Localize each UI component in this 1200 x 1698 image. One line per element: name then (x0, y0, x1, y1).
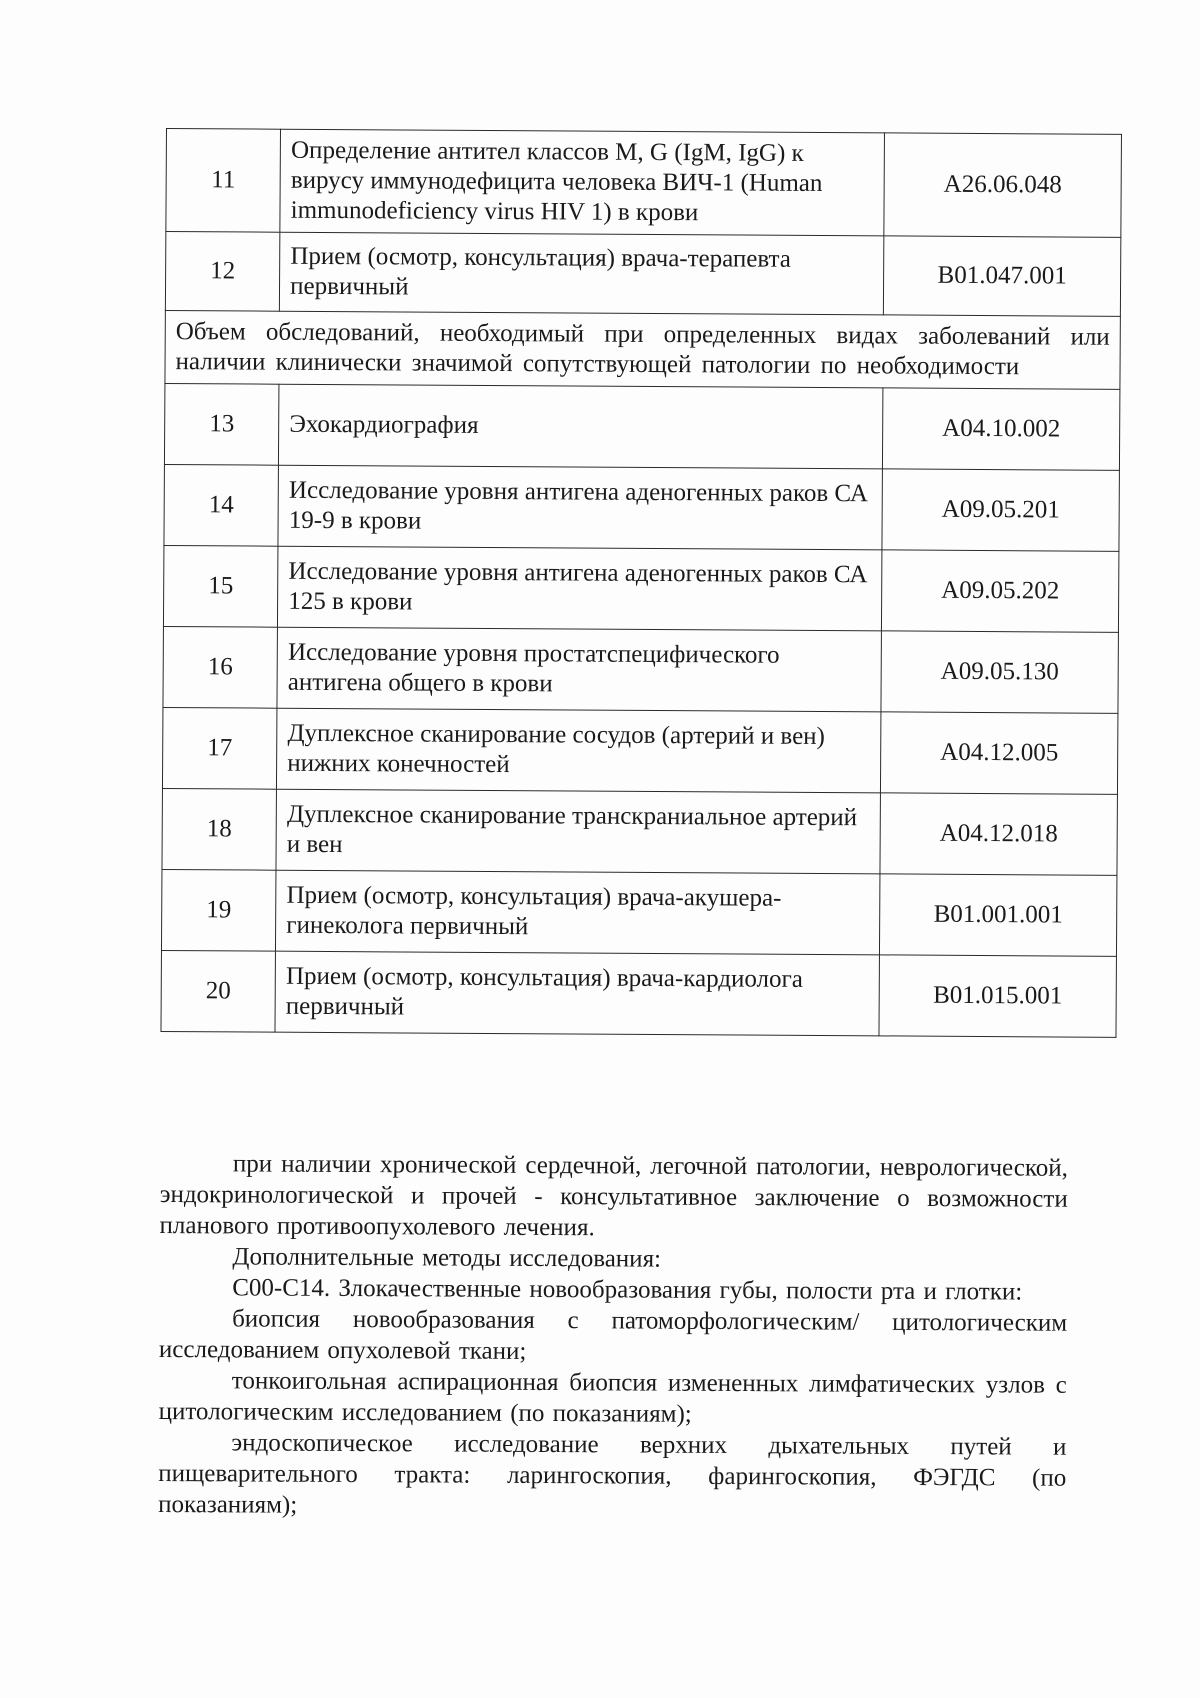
row-number: 19 (161, 869, 276, 951)
row-number: 13 (164, 383, 279, 465)
service-code: B01.001.001 (880, 874, 1117, 956)
table-row (164, 383, 1119, 470)
examination-name: Прием (осмотр, консультация) врача-терапевта первичный (280, 232, 884, 315)
section-heading: Объем обследований, необходимый при определенных видах заболеваний или наличии клинически значимой сопутствующей патологии по необходимости (165, 310, 1120, 389)
service-code: B01.047.001 (883, 236, 1120, 316)
section-heading-row (165, 310, 1120, 389)
row-number: 17 (162, 707, 277, 789)
service-code: A09.05.201 (882, 469, 1119, 551)
table-row (161, 869, 1116, 956)
examination-name: Прием (осмотр, консультация) врача-акушера-гинеколога первичный (276, 870, 880, 955)
examination-name: Эхокардиография (279, 384, 883, 469)
table-row (162, 707, 1117, 794)
examination-name: Прием (осмотр, консультация) врача-кардиолога первичный (275, 951, 879, 1036)
table-row (164, 464, 1119, 551)
table-row (163, 545, 1118, 632)
examination-name: Исследование уровня антигена аденогенных раков СА 125 в крови (278, 546, 882, 631)
examinations-table (160, 128, 1122, 1038)
paragraph: эндоскопическое исследование верхних дыхательных путей и пищеварительного тракта: ларингоскопия, фарингоскопия, ФЭГДС (по показаниям); (158, 1429, 1067, 1519)
table-row (165, 232, 1120, 317)
row-number: 20 (161, 950, 276, 1032)
paragraph: Дополнительные методы исследования: (232, 1243, 662, 1273)
service-code: A09.05.202 (882, 550, 1119, 632)
row-number: 14 (164, 464, 279, 546)
examination-name: Дуплексное сканирование сосудов (артерий и вен) нижних конечностей (277, 708, 881, 793)
row-number: 11 (166, 129, 281, 233)
paragraph: тонкоигольная аспирационная биопсия измененных лимфатических узлов с цитологическим исследованием (по показаниям); (158, 1367, 1067, 1428)
examination-name: Исследование уровня простатспецифического антигена общего в крови (277, 627, 881, 712)
service-code: B01.015.001 (879, 955, 1116, 1037)
service-code: A26.06.048 (884, 133, 1122, 237)
body-text (158, 1148, 1068, 1525)
paragraph: С00-С14. Злокачественные новообразования губы, полости рта и глотки: (232, 1274, 1023, 1306)
examination-name: Дуплексное сканирование транскраниальное артерий и вен (276, 789, 880, 874)
examination-name: Определение антител классов M, G (IgM, IgG) к вирусу иммунодефицита человека ВИЧ-1 (Human immunodeficiency virus HIV 1) в крови (280, 129, 885, 236)
examination-name: Исследование уровня антигена аденогенных раков СА 19-9 в крови (278, 465, 882, 550)
table-row (166, 129, 1122, 238)
table-row (163, 626, 1118, 713)
table-row (162, 788, 1117, 875)
service-code: A09.05.130 (881, 631, 1118, 713)
table-row (161, 950, 1116, 1037)
row-number: 15 (163, 545, 278, 627)
row-number: 18 (162, 788, 277, 870)
service-code: A04.10.002 (883, 388, 1120, 470)
paragraph: биопсия новообразования с патоморфологическим/ цитологическим исследованием опухолевой ткани; (158, 1305, 1068, 1365)
service-code: A04.12.005 (881, 712, 1118, 794)
paragraph: при наличии хронической сердечной, легочной патологии, неврологической, эндокринологической и прочей - консультативное заключение о возможности планового противоопухолевого лечения. (159, 1150, 1068, 1242)
service-code: A04.12.018 (880, 793, 1117, 875)
row-number: 16 (163, 626, 278, 708)
row-number: 12 (165, 232, 280, 312)
